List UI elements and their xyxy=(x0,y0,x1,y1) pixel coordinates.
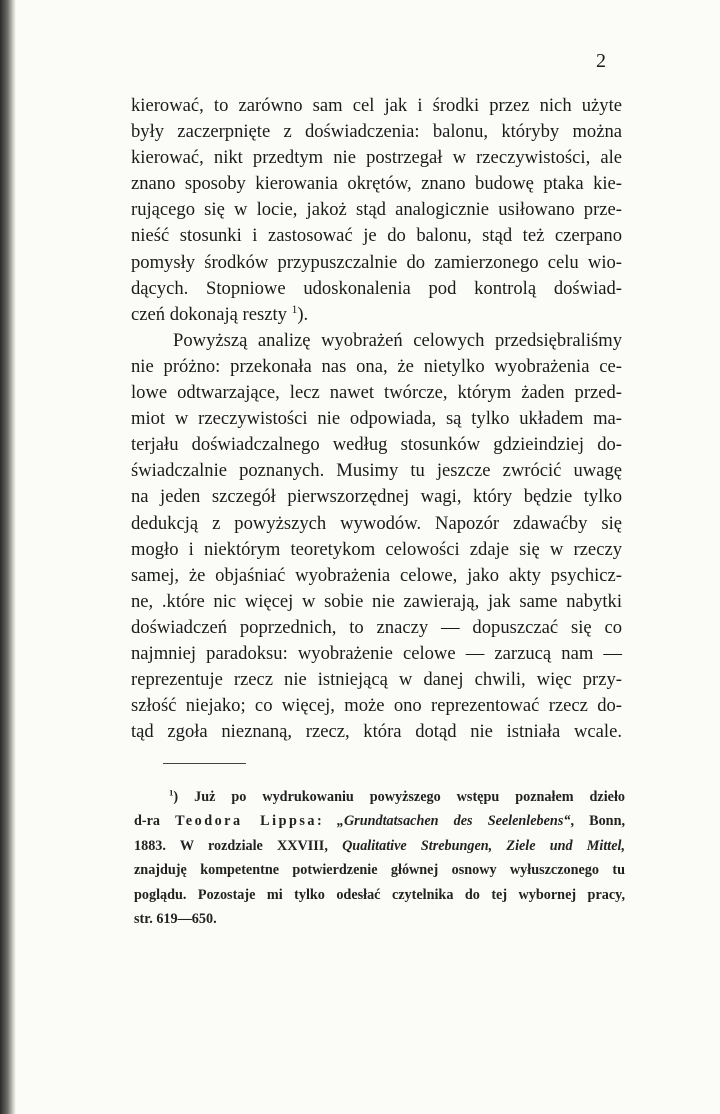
footnote-line xyxy=(134,809,625,833)
text-line: samej, że objaśniać wyobrażenia celowe, jako akty psychicz- xyxy=(131,564,622,586)
footnote-line xyxy=(134,785,625,809)
footnote-text: 1883. W rozdziale XXVIII, xyxy=(134,837,328,854)
text-line: dedukcją z powyższych wywodów. Napozór zdawaćby się xyxy=(131,512,622,534)
text-line: reprezentuje rzecz nie istniejącą w danej chwili, więc przy- xyxy=(131,669,622,691)
text-line: pomysły środków przypuszczalnie do zamierzonego celu wio- xyxy=(131,251,622,273)
footnote-divider xyxy=(163,763,246,764)
text-line: kierować, nikt przedtym nie postrzegał w rzeczywistości, ale xyxy=(131,147,622,169)
main-text xyxy=(131,93,622,745)
text-line xyxy=(131,302,622,328)
footnote xyxy=(134,785,625,931)
footnote-text: d-ra xyxy=(134,813,161,830)
binding-edge xyxy=(0,0,16,1114)
text-line: rującego się w locie, jakoż stąd analogicznie usiłowano prze- xyxy=(131,199,622,221)
footnote-line: znajduję kompetentne potwierdzenie głównej osnowy wyłuszczonego tu xyxy=(134,862,625,879)
text-line: mogło i niektórym teoretykom celowości zdaje się w rzeczy xyxy=(131,538,622,560)
text-line: najmniej paradoksu: wyobrażenie celowe — zarzucą nam — xyxy=(131,642,622,664)
text-line: tąd zgoła nieznaną, rzecz, która dotąd nie istniała wcale. xyxy=(131,721,622,743)
text-line: były zaczerpnięte z doświadczenia: balonu, któryby można xyxy=(131,121,622,143)
text-line: terjału doświadczalnego według stosunków gdzieindziej do- xyxy=(131,434,622,456)
footnote-text: : xyxy=(316,813,322,830)
text-line: dących. Stopniowe udoskonalenia pod kontrolą doświad- xyxy=(131,277,622,299)
footnote-text: , Bonn, xyxy=(570,813,626,830)
text-line: na jeden szczegół pierwszorzędnej wagi, który będzie tylko xyxy=(131,486,622,508)
text-line: świadczalnie poznanych. Musimy tu jeszcze zwrócić uwagę xyxy=(131,460,622,482)
paragraph-end-punct: ). xyxy=(297,303,309,325)
footnote-line xyxy=(134,834,625,858)
text-line: kierować, to zarówno sam cel jak i środki przez nich użyte xyxy=(131,95,622,116)
text-line: ne, .które nic więcej w sobie nie zawierają, jak same nabytki xyxy=(131,590,622,612)
text-line: lowe odtwarzające, lecz nawet twórcze, którym żaden przed- xyxy=(131,382,622,404)
text-line: Powyższą analizę wyobrażeń celowych przedsiębraliśmy xyxy=(173,329,622,351)
cited-chapter-title: Qualitative Strebungen, Ziele und Mittel, xyxy=(342,837,625,854)
footnote-text: ) Już po wydrukowaniu powyższego wstępu poznałem dzieło xyxy=(173,789,625,805)
footnote-line: str. 619—650. xyxy=(134,911,217,928)
text-line: nieść stosunki i zastosować je do balonu, stąd też czerpano xyxy=(131,225,622,247)
page-number: 2 xyxy=(596,50,606,72)
footnote-marker: 1 xyxy=(169,787,174,798)
text-line: znano sposoby kierowania okrętów, znano budowę ptaka kie- xyxy=(131,173,622,195)
text-line: szłość niejako; co więcej, może ono reprezentować rzecz do- xyxy=(131,695,622,717)
text-line: doświadczeń poprzednich, to znaczy — dopuszczać się co xyxy=(131,616,622,638)
footnote-line: poglądu. Pozostaje mi tylko odesłać czytelnika do tej wybornej pracy, xyxy=(134,886,625,903)
footnote-reference: 1 xyxy=(291,303,298,316)
paragraph-end-text: czeń dokonają reszty xyxy=(131,303,287,325)
text-line: nie próżno: przekonała nas ona, że nietylko wyobrażenia ce- xyxy=(131,355,622,377)
cited-book-title: „Grundtatsachen des Seelenlebens“ xyxy=(336,813,571,830)
text-line: miot w rzeczywistości nie odpowiada, są tylko układem ma- xyxy=(131,408,622,430)
cited-author: Teodora Lippsa xyxy=(175,813,317,830)
